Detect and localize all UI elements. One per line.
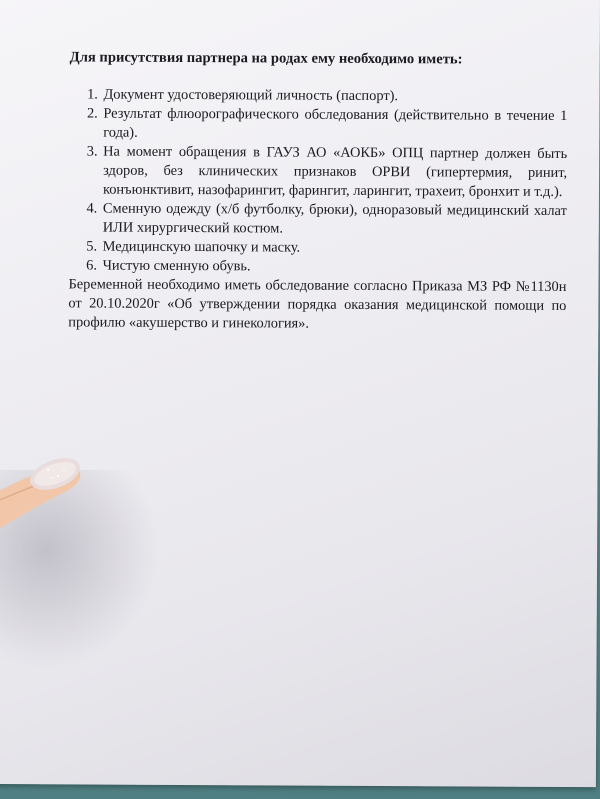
- hand-icon: [0, 440, 120, 560]
- document-heading: Для присутствия партнера на родах ему необходимо иметь:: [69, 49, 463, 68]
- list-item: 3. На момент обращения в ГАУЗ АО «АОКБ» ОПЦ партнер должен быть здоров, без клинических признаков ОРВИ (гипертермия, ринит, конъюнктивит, назофарингит, фарингит, ларингит, трахеит, бронхит и т.д.).: [101, 143, 567, 202]
- list-item: 1. Документ удостоверяющий личность (паспорт).: [101, 86, 567, 107]
- list-item: 2. Результат флюорографического обследования (действительно в течение 1 года).: [101, 105, 567, 145]
- list-item: 4. Сменную одежду (х/б футболку, брюки), одноразовый медицинский халат ИЛИ хирургический костюм.: [101, 200, 567, 240]
- list-item: 6. Чистую сменную обувь.: [101, 257, 567, 278]
- list-item: 5. Медицинскую шапочку и маску.: [101, 238, 567, 259]
- requirements-list: [69, 85, 568, 278]
- pregnant-note: Беременной необходимо иметь обследование согласно Приказа МЗ РФ №1130н от 20.10.2020г «Об утверждении порядка оказания медицинской помощи по профилю «акушерство и гинекология».: [68, 276, 567, 332]
- document-body: [68, 48, 567, 335]
